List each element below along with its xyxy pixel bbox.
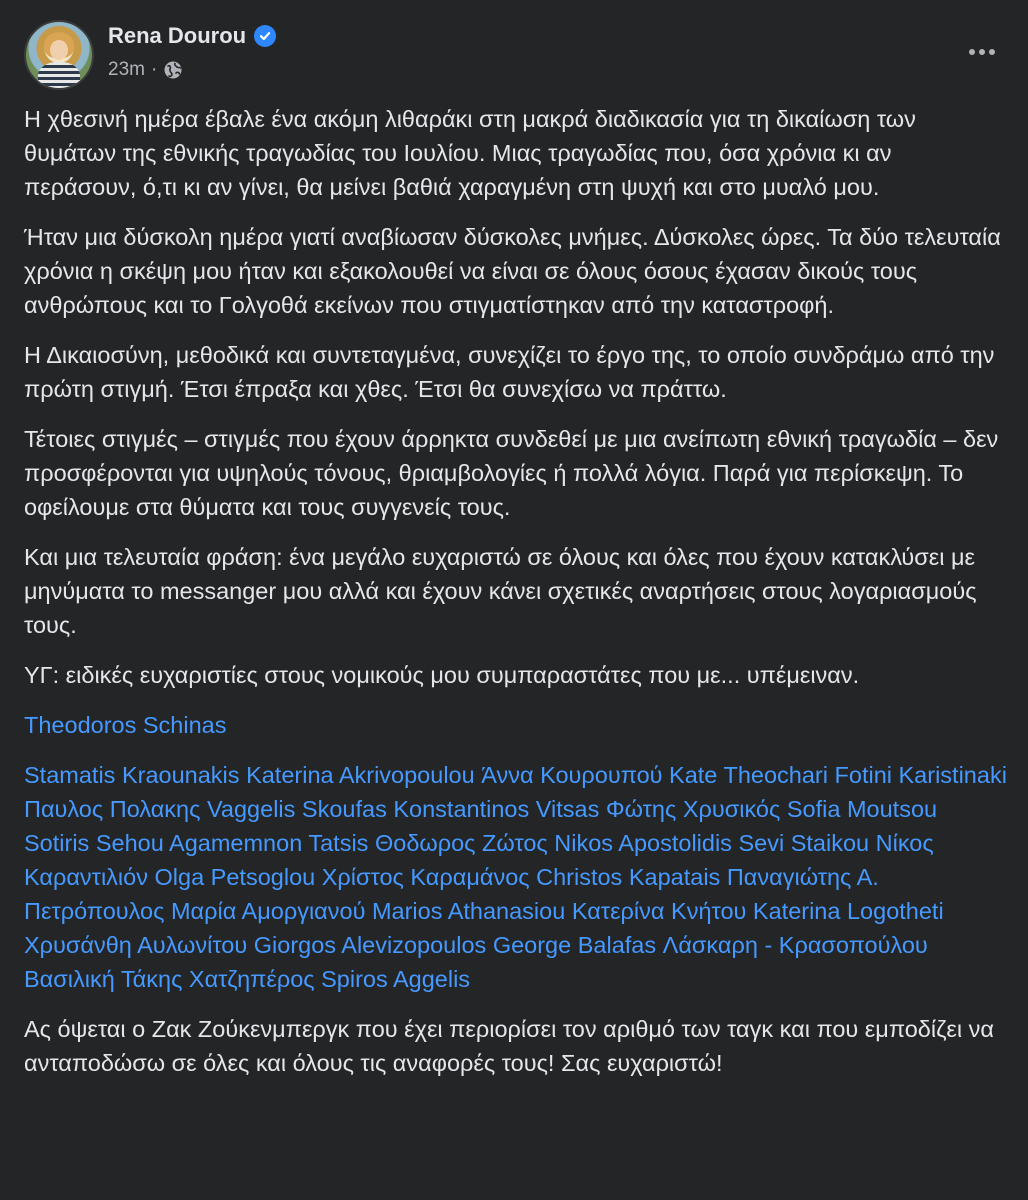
mention-link[interactable]: Katerina Logotheti [752, 898, 944, 924]
mention-link[interactable]: Sotiris Sehou [24, 830, 164, 856]
mention-link[interactable]: Θοδωρος Ζώτος [374, 830, 548, 856]
mention-link[interactable]: Katerina Akrivopoulou [246, 762, 475, 788]
post-paragraph: Και μια τελευταία φράση: ένα μεγάλο ευχαριστώ σε όλους και όλες που έχουν κατακλύσει με μηνύματα το messanger μου αλλά και έχουν κάνει σχετικές αναρτήσεις στους λογαριασμούς τους. [24, 544, 977, 638]
author-name[interactable]: Rena Dourou [108, 23, 247, 48]
more-options-icon[interactable] [964, 40, 1000, 64]
post-paragraph: Η χθεσινή ημέρα έβαλε ένα ακόμη λιθαράκι στη μακρά διαδικασία για τη δικαίωση των θυμάτων της εθνικής τραγωδίας του Ιουλίου. Μιας τραγωδίας που, όσα χρόνια κι αν περάσουν, ό,τι κι αν γίνει, θα μείνει βαθιά χαραγμένη στη ψυχή και στο μυαλό μου. [24, 106, 916, 200]
first-mention-line [24, 708, 1008, 742]
mentions-block [24, 758, 1008, 996]
mention-link[interactable]: Sofia Moutsou [786, 796, 938, 822]
post-paragraph: Η Δικαιοσύνη, μεθοδικά και συντεταγμένα, συνεχίζει το έργο της, το οποίο συνδράμω από την πρώτη στιγμή. Έτσι έπραξα και χθες. Έτσι θα συνεχίσω να πράττω. [24, 342, 995, 402]
post-paragraph: Τέτοιες στιγμές – στιγμές που έχουν άρρηκτα συνδεθεί με μια ανείπωτη εθνική τραγωδία – δεν προσφέρονται για υψηλούς τόνους, θριαμβολογίες ή πολλά λόγια. Παρά για περίσκεψη. Το οφείλουμε στα θύματα και τους συγγενείς τους. [24, 426, 999, 520]
mention-link[interactable]: Stamatis Kraounakis [24, 762, 240, 788]
mention-link[interactable]: Kate Theochari [669, 762, 828, 788]
mention-link[interactable]: Φώτης Χρυσικός [605, 796, 781, 822]
globe-icon[interactable] [163, 60, 183, 80]
mention-link[interactable]: Λάσκαρη - Κρασοπούλου Βασιλική [24, 932, 928, 992]
dot-icon [969, 49, 975, 55]
author-avatar[interactable] [24, 20, 94, 90]
post-body [24, 102, 1008, 1096]
mention-link[interactable]: Παναγιώτης Α. Πετρόπουλος [24, 864, 879, 924]
mention-link[interactable]: Marios Athanasiou [371, 898, 566, 924]
mention-link[interactable]: Άννα Κουρουπού [481, 762, 663, 788]
verified-badge-icon [254, 25, 276, 47]
mention-link[interactable]: Vaggelis Skoufas [206, 796, 387, 822]
mention-link[interactable]: Konstantinos Vitsas [393, 796, 600, 822]
post-meta [108, 58, 183, 82]
mention-link[interactable]: George Balafas [492, 932, 657, 958]
mention-link[interactable]: Sevi Staikou [738, 830, 870, 856]
mention-link[interactable]: Κατερίνα Κνήτου [571, 898, 747, 924]
mention-link[interactable]: Spiros Aggelis [321, 966, 471, 992]
mention-link[interactable]: Τάκης Χατζηπέρος [120, 966, 315, 992]
mention-link[interactable]: Giorgos Alevizopoulos [253, 932, 487, 958]
mention-link[interactable]: Παυλος Πολακης [24, 796, 201, 822]
dot-icon [979, 49, 985, 55]
closing-paragraph: Ας όψεται ο Ζακ Ζούκενμπεργκ που έχει περιορίσει τον αριθμό των ταγκ και που εμποδίζει να ανταποδώσω σε όλες και όλους τις αναφορές τους! Σας ευχαριστώ! [24, 1016, 994, 1076]
avatar-shirt [38, 62, 80, 90]
dot-icon [989, 49, 995, 55]
mention-link[interactable]: Χρυσάνθη Αυλωνίτου [24, 932, 248, 958]
post-time[interactable]: 23m [108, 59, 145, 80]
post-header [24, 20, 1004, 90]
mention-link[interactable]: Μαρία Αμοργιανού [170, 898, 366, 924]
author-name-row [108, 22, 276, 50]
post-paragraph: Ήταν μια δύσκολη ημέρα γιατί αναβίωσαν δύσκολες μνήμες. Δύσκολες ώρες. Τα δύο τελευταία χρόνια η σκέψη μου ήταν και εξακολουθεί να είναι σε όλους όσους έχασαν δικούς τους ανθρώπους και το Γολγοθά εκείνων που στιγματίστηκαν από την καταστροφή. [24, 224, 1001, 318]
mention-link[interactable]: Fotini Karistinaki [834, 762, 1007, 788]
post-paragraph: ΥΓ: ειδικές ευχαριστίες στους νομικούς μου συμπαραστάτες που με... υπέμειναν. [24, 662, 860, 688]
mention-link[interactable]: Christos Kapatais [536, 864, 721, 890]
mention-link[interactable]: Agamemnon Tatsis [169, 830, 369, 856]
mention-link[interactable]: Nikos Apostolidis [554, 830, 732, 856]
avatar-face [50, 40, 68, 60]
meta-separator: · [150, 59, 158, 80]
mention-link[interactable]: Νίκος Καραντιλιόν [24, 830, 934, 890]
mention-link[interactable]: Χρίστος Καραμάνος [321, 864, 530, 890]
mention-link[interactable]: Theodoros Schinas [24, 712, 227, 738]
mention-link[interactable]: Olga Petsoglou [154, 864, 316, 890]
